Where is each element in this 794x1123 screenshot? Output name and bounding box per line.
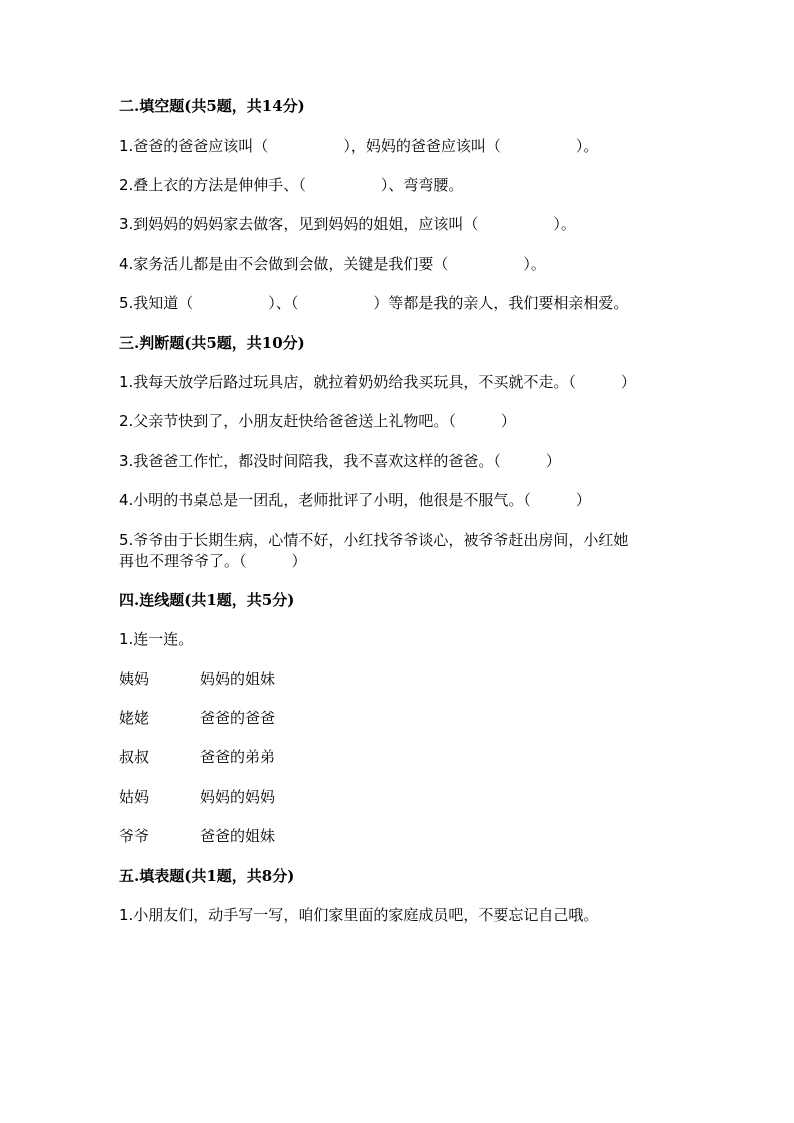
match-right-5: 爸爸的姐妹 (200, 827, 276, 845)
match-left-2: 姥姥 (119, 709, 150, 727)
question-fill-5: 5.我知道（ ）、（ ）等都是我的亲人，我们要相亲相爱。 (119, 294, 629, 312)
match-right-4: 妈妈的妈妈 (200, 788, 276, 806)
match-left-5: 爷爷 (119, 827, 150, 845)
section-heading-table-fill: 五.填表题(共1题，共8分) (119, 867, 295, 885)
question-match-1: 1.连一连。 (119, 630, 194, 648)
question-fill-1: 1.爸爸的爸爸应该叫（ ），妈妈的爸爸应该叫（ ）。 (119, 137, 599, 155)
question-tf-3: 3.我爸爸工作忙，都没时间陪我，我不喜欢这样的爸爸。（ ） (119, 452, 561, 470)
question-tf-1: 1.我每天放学后路过玩具店，就拉着奶奶给我买玩具，不买就不走。（ ） (119, 373, 636, 391)
question-fill-4: 4.家务活儿都是由不会做到会做，关键是我们要（ ）。 (119, 255, 546, 273)
section-heading-matching: 四.连线题(共1题，共5分) (119, 591, 295, 609)
match-right-2: 爸爸的爸爸 (200, 709, 276, 727)
question-tf-2: 2.父亲节快到了，小朋友赶快给爸爸送上礼物吧。（ ） (119, 412, 516, 430)
match-left-3: 叔叔 (119, 748, 150, 766)
match-right-1: 妈妈的姐妹 (200, 670, 276, 688)
question-tf-5-line2: 再也不理爷爷了。（ ） (119, 552, 307, 570)
question-tf-4: 4.小明的书桌总是一团乱，老师批评了小明，他很是不服气。（ ） (119, 491, 591, 509)
match-left-1: 姨妈 (119, 670, 150, 688)
match-right-3: 爸爸的弟弟 (200, 748, 276, 766)
question-tf-5-line1: 5.爷爷由于长期生病，心情不好，小红找爷爷谈心，被爷爷赶出房间，小红她 (119, 531, 629, 549)
section-heading-fill-blank: 二.填空题(共5题，共14分) (119, 97, 305, 115)
section-heading-true-false: 三.判断题(共5题，共10分) (119, 334, 305, 352)
question-fill-3: 3.到妈妈的妈妈家去做客，见到妈妈的姐姐，应该叫（ ）。 (119, 215, 576, 233)
match-left-4: 姑妈 (119, 788, 150, 806)
question-table-1: 1.小朋友们，动手写一写，咱们家里面的家庭成员吧，不要忘记自己哦。 (119, 906, 599, 924)
question-fill-2: 2.叠上衣的方法是伸伸手、（ ）、弯弯腰。 (119, 176, 464, 194)
